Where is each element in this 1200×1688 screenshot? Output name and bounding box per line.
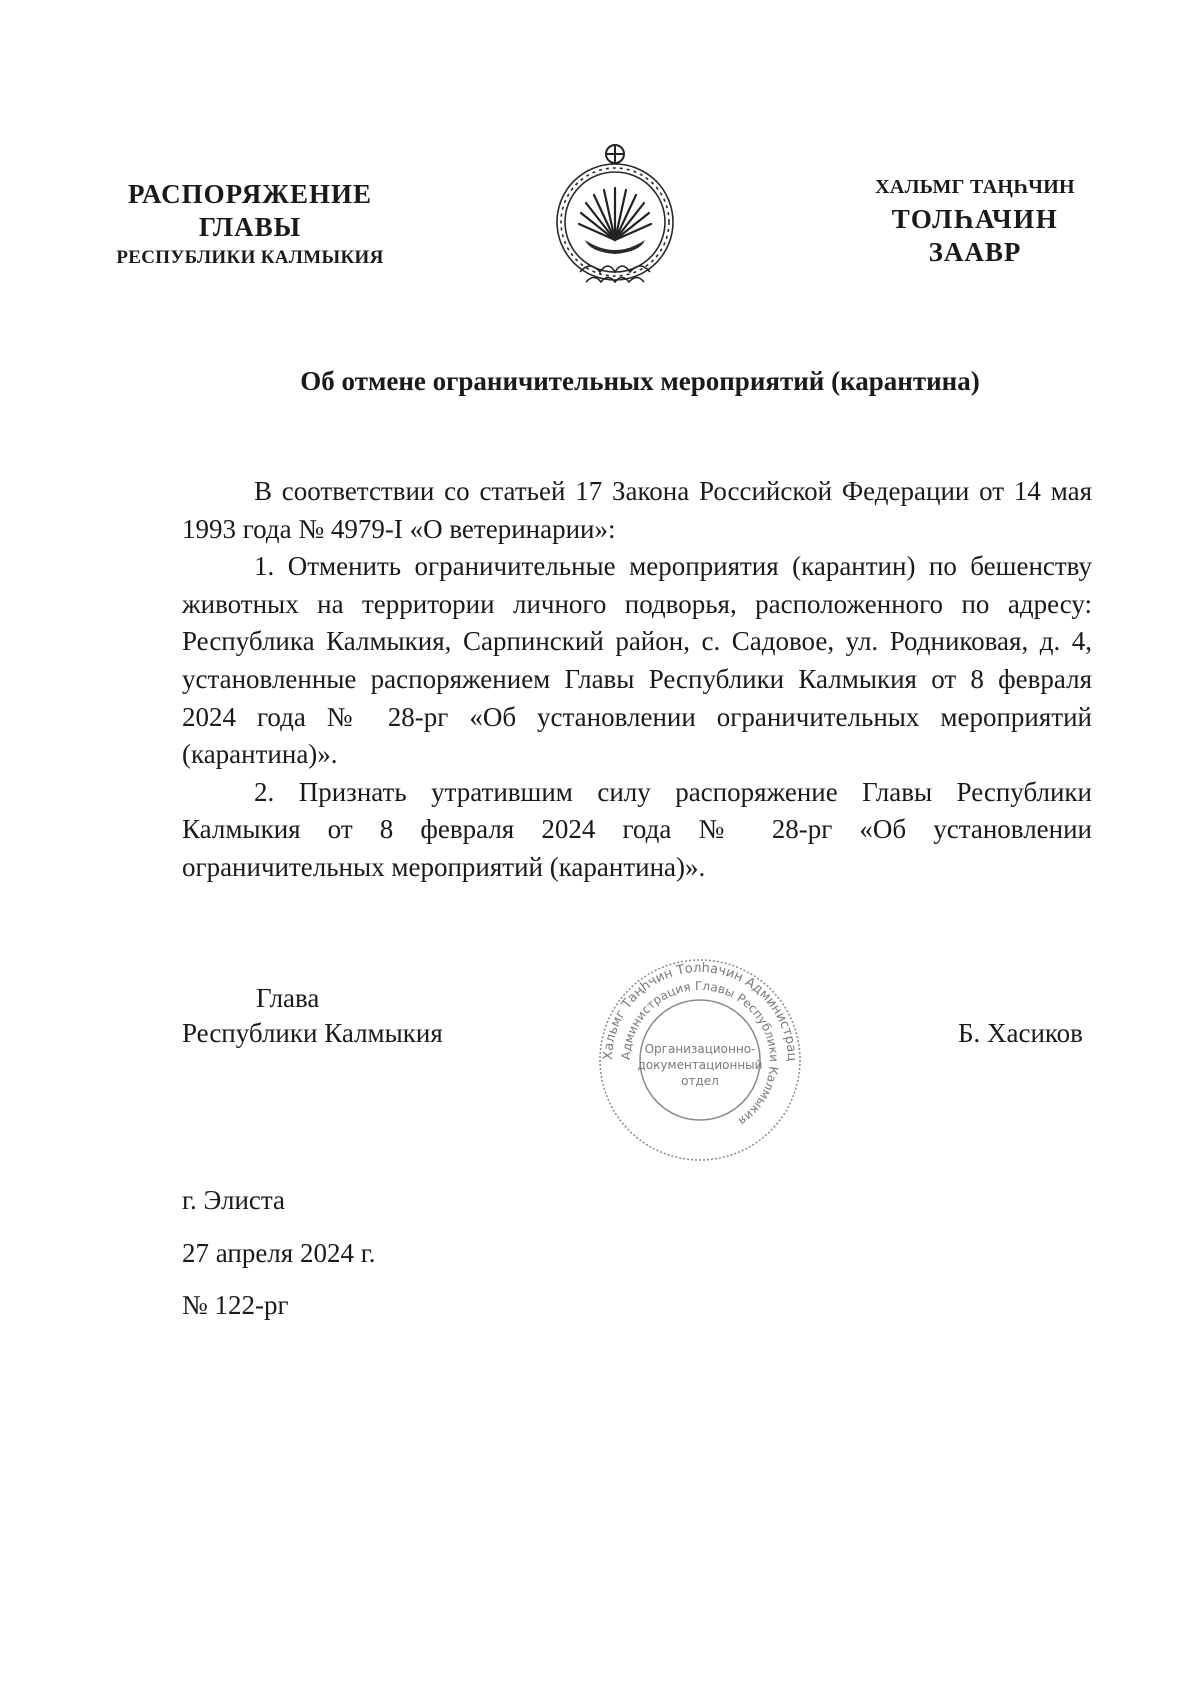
issuer-block-kalmyk <box>855 172 1095 268</box>
stamp-outer-text: Хальмг Таңһчин Толһачин Администрац <box>600 960 800 1062</box>
stamp-inner-text: Администрация Главы Республики Калмыкия <box>618 978 782 1129</box>
document-title: Об отмене ограничительных мероприятий (карантина) <box>300 366 980 396</box>
issuer-block-russian <box>100 178 400 272</box>
issue-place: г. Элиста <box>182 1185 286 1215</box>
paragraph-preamble: В соответствии со статьей 17 Закона Российской Федерации от 14 мая 1993 года № 4979-I «О ветеринарии»: <box>182 476 1092 544</box>
issue-date: 27 апреля 2024 г. <box>182 1238 376 1268</box>
stamp-center-line-2: документационный <box>637 1058 763 1072</box>
issuer-line-3: РЕСПУБЛИКИ КАЛМЫКИЯ <box>116 247 384 268</box>
signatory-role-line-1: Глава <box>256 983 320 1013</box>
kalmykia-coat-of-arms-icon <box>540 140 690 300</box>
issuer-line-2: ГЛАВЫ <box>198 212 302 242</box>
official-seal-stamp <box>595 955 805 1165</box>
signatory-role-line-2: Республики Калмыкия <box>182 1018 443 1048</box>
document-body <box>182 473 1092 887</box>
issuer-kalmyk-line-1: ХАЛЬМГ ТАҢҺЧИН <box>875 176 1075 198</box>
stamp-center-line-3: отдел <box>681 1074 719 1088</box>
issuer-kalmyk-line-3: ЗААВР <box>928 237 1022 267</box>
document-number: № 122-рг <box>182 1290 289 1320</box>
stamp-center-line-1: Организационно- <box>644 1042 756 1056</box>
paragraph-item-2: 2. Признать утратившим силу распоряжение Главы Республики Калмыкия от 8 февраля 2024 года № 28-рг «Об установлении ограничительных мероприятий (карантина)». <box>182 776 1092 882</box>
issuer-line-1: РАСПОРЯЖЕНИЕ <box>127 179 373 209</box>
issuer-kalmyk-line-2: ТОЛҺАЧИН <box>891 204 1059 234</box>
paragraph-item-1: 1. Отменить ограничительные мероприятия (карантин) по бешенству животных на территории личного подворья, расположенного по адресу: Республика Калмыкия, Сарпинский район, с. Садовое, ул. Родниковая, д. 4, установленные распоряжением Главы Республики Калмыкия от 8 февраля 2024 года № 28-рг «Об установлении ограничительных мероприятий (карантина)». <box>182 551 1092 770</box>
signatory-name: Б. Хасиков <box>958 1018 1083 1048</box>
